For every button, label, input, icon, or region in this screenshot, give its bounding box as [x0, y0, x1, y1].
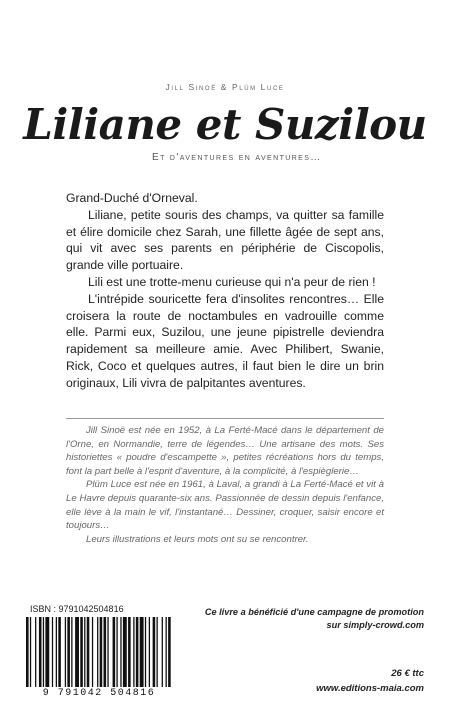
- synopsis: [66, 190, 384, 392]
- isbn-label: ISBN : 9791042504816: [30, 604, 124, 614]
- barcode-image: [24, 617, 174, 687]
- promotion-line: Ce livre a bénéficié d'une campagne de promotion: [204, 607, 424, 617]
- publisher-website: www.editions-maia.com: [316, 683, 424, 694]
- bio-paragraph: Jill Sinoë est née en 1952, à La Ferté-Macé dans le département de l'Orne, en Normandie, terre de légendes… Une artisane des mots. Ses historiettes « poudre d'escampette », petites récréations hors du temps, font la part belle à l'esprit d'aventure, à la complicité, à l'espièglerie…: [66, 425, 384, 477]
- book-title: Liliane et Suzilou: [23, 100, 427, 149]
- barcode-digits: 9 791042 504816: [42, 688, 156, 699]
- synopsis-paragraph: Liliane, petite souris des champs, va quitter sa famille et élire domicile chez Sarah, une fillette âgée de sept ans, qui vit avec ses parents en périphérie de Ciscopolis, grande ville portuaire.: [66, 207, 384, 273]
- synopsis-paragraph: Grand-Duché d'Orneval.: [66, 191, 198, 205]
- synopsis-paragraph: L'intrépide souricette fera d'insolites rencontres… Elle croisera la route de noctambules en vadrouille comme elle. Parmi eux, Suzilou, une jeune pipistrelle deviendra rapidement sa meilleure amie. Avec Philibert, Swanie, Rick, Coco et quelques autres, il faut bien le dire un brin originaux, Lili vivra de palpitantes aventures.: [66, 291, 384, 390]
- synopsis-paragraph: Lili est une trotte-menu curieuse qui n'a peur de rien !: [88, 274, 376, 289]
- bio-paragraph: Plüm Luce est née en 1961, à Laval, a grandi à La Ferté-Macé et vit à Le Havre depuis quarante-six ans. Passionnée de dessin depuis l'enfance, elle lève à la main le vif, l'instantané… Dessiner, croquer, saisir encore et toujours…: [66, 479, 384, 532]
- book-subtitle: Et d'aventures en aventures…: [152, 152, 322, 163]
- price-label: 26 € ttc: [391, 668, 424, 679]
- promotion-line: sur simply-crowd.com: [326, 620, 424, 630]
- authors-line: Jill Sinoë & Plüm Luce: [165, 82, 285, 92]
- separator-rule: [66, 418, 384, 419]
- bio-paragraph: Leurs illustrations et leurs mots ont su se rencontrer.: [86, 533, 309, 545]
- promotion-note: [204, 606, 424, 632]
- author-bios: [66, 424, 384, 546]
